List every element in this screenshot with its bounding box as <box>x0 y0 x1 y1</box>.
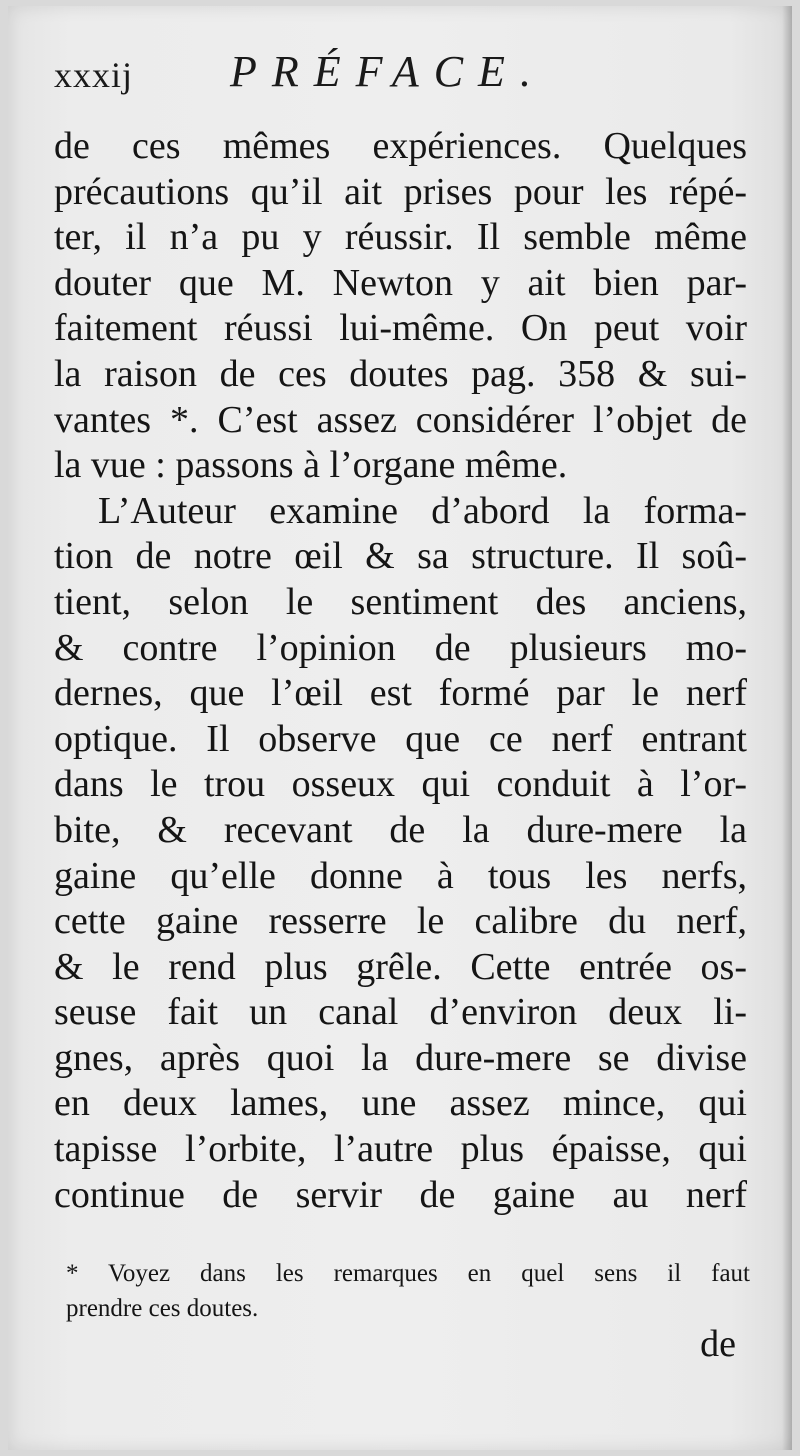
text-line: dernes, que l’œil est formé par le nerf <box>54 672 747 715</box>
text-line: & contre l’opinion de plusieurs mo- <box>54 626 747 669</box>
text-line: la raison de ces doutes pag. 358 & sui- <box>54 352 747 395</box>
text-line: cette gaine resserre le calibre du nerf, <box>54 900 747 943</box>
footnote-line: * Voyez dans les remarques en quel sens il faut <box>66 1260 750 1287</box>
text-line: seuse fait un canal d’environ deux li- <box>54 991 747 1034</box>
text-line: tion de notre œil & sa structure. Il soû- <box>54 535 747 578</box>
text-line: douter que M. Newton y ait bien par- <box>54 261 747 304</box>
text-line: ter, il n’a pu y réussir. Il semble même <box>54 216 747 259</box>
text-line: faitement réussi lui-même. On peut voir <box>54 307 747 350</box>
body-text <box>54 124 747 1218</box>
book-page <box>8 6 792 1450</box>
text-line: gaine qu’elle donne à tous les nerfs, <box>54 854 747 897</box>
text-line: la vue : passons à l’organe même. <box>54 444 568 487</box>
text-line: précautions qu’il ait prises pour les répé- <box>54 170 747 213</box>
text-line: optique. Il observe que ce nerf entrant <box>54 717 747 760</box>
text-line: & le rend plus grêle. Cette entrée os- <box>54 945 747 988</box>
text-line: en deux lames, une assez mince, qui <box>54 1082 747 1125</box>
catchword: de <box>700 1323 736 1365</box>
text-line: de ces mêmes expériences. Quelques <box>54 125 747 167</box>
text-line: dans le trou osseux qui conduit à l’or- <box>54 763 747 806</box>
running-head: PRÉFACE. <box>230 47 546 96</box>
text-line: tapisse l’orbite, l’autre plus épaisse, qui <box>54 1128 747 1171</box>
text-line: bite, & recevant de la dure-mere la <box>54 808 747 851</box>
footnote-line: prendre ces doutes. <box>66 1295 259 1322</box>
text-line: gnes, après quoi la dure-mere se divise <box>54 1036 747 1079</box>
page-number: xxxij <box>54 55 134 95</box>
text-line: vantes *. C’est assez considérer l’objet de <box>54 398 747 441</box>
text-line: tient, selon le sentiment des anciens, <box>54 580 747 623</box>
text-line: continue de servir de gaine au nerf <box>54 1173 747 1216</box>
text-line: L’Auteur examine d’abord la forma- <box>98 489 747 532</box>
footnote <box>66 1256 750 1326</box>
page-header <box>54 46 746 116</box>
